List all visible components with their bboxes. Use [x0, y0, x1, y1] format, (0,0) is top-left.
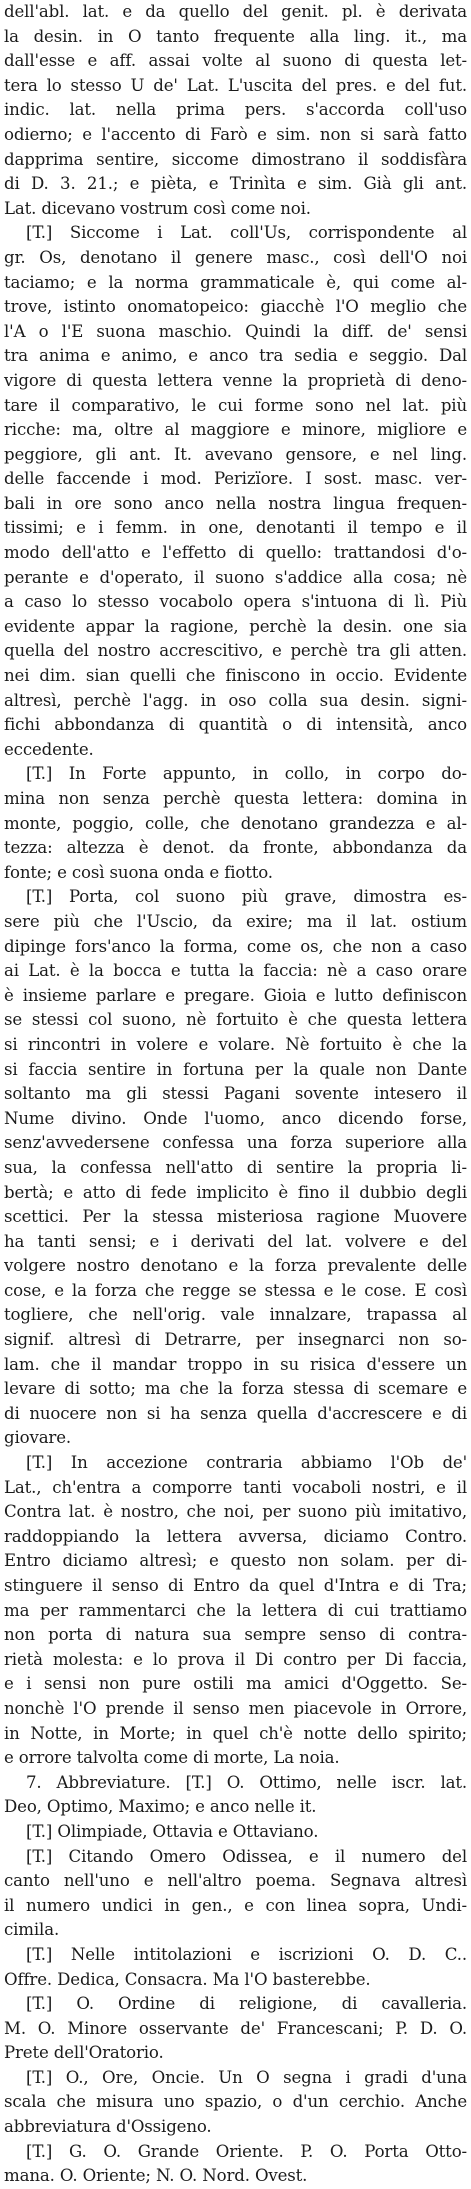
text-line: modo dell'atto e l'effetto di quello: trattandosi d'o- [4, 543, 467, 563]
text-line: tissimi; e i femm. in one, denotanti il tempo e il [4, 518, 467, 538]
text-line: cose, e la forza che regge se stessa e le cose. E così [4, 1280, 467, 1300]
text-line: la desin. in O tanto frequente alla ling. it., ma [4, 26, 467, 46]
text-line: [T.] In Forte appunto, in collo, in corpo do- [26, 764, 467, 784]
text-line: taciamo; e la norma grammaticale è, qui come al- [4, 272, 467, 292]
dictionary-page [4, 0, 467, 2186]
text-line: [T.] Porta, col suono più grave, dimostra es- [26, 887, 467, 907]
text-line: ma per rammentarci che la lettera di cui trattiamo [4, 1600, 467, 1620]
text-line: raddoppiando la lettera avversa, diciamo Contro. [4, 1526, 467, 1546]
text-line: nonchè l'O prende il senso men piacevole in Orrore, [4, 1698, 467, 1718]
text-line: eccedente. [4, 739, 94, 759]
text-line: in Notte, in Morte; in quel ch'è notte dello spirito; [4, 1723, 467, 1743]
text-line: M. O. Minore osservante de' Francescani; P. D. O. [4, 2018, 467, 2038]
text-line: Lat. dicevano vostrum così come noi. [4, 198, 311, 218]
text-line: [T.] G. O. Grande Oriente. P. O. Porta Otto- [26, 2141, 467, 2161]
text-line: e orrore talvolta come di morte, La noia. [4, 1748, 340, 1768]
text-line: fonte; e così suona onda e fiotto. [4, 862, 273, 882]
text-line: giovare. [4, 1428, 72, 1448]
text-line: Prete dell'Oratorio. [4, 2043, 164, 2063]
text-line: dell'abl. lat. e da quello del genit. pl. è derivata [4, 2, 467, 21]
text-line: indic. lat. nella prima pers. s'accorda coll'uso [4, 100, 467, 120]
text-line: [T.] Citando Omero Odissea, e il numero del [26, 1846, 467, 1866]
text-line: evidente appar la ragione, perchè la desin. one sia [4, 616, 467, 636]
text-line: dipinge fors'anco la forma, come os, che non a caso [4, 936, 467, 956]
text-line: Entro diciamo altresì; e questo non solam. per di- [4, 1551, 467, 1571]
text-line: gr. Os, denotano il genere masc., così dell'O noi [4, 247, 467, 267]
text-line: Nume divino. Onde l'uomo, anco dicendo forse, [4, 1108, 467, 1128]
text-line: canto nell'uno e nell'altro poema. Segnava altresì [4, 1871, 467, 1891]
text-line: trove, istinto onomatopeico: giacchè l'O meglio che [4, 297, 467, 317]
text-line: [T.] Olimpiade, Ottavia e Ottaviano. [26, 1821, 319, 1841]
text-line: togliere, che nell'orig. vale innalzare, trapassa al [4, 1305, 467, 1325]
text-line: ai Lat. è la bocca e tutta la faccia: nè a caso orare [4, 961, 467, 981]
text-line: [T.] O., Ore, Oncie. Un O segna i gradi d'una [26, 2067, 467, 2087]
text-line: scala che misura uno spazio, o d'un cerchio. Anche [4, 2092, 467, 2112]
text-line: mina non senza perchè questa lettera: domina in [4, 789, 467, 808]
text-line: levare di sotto; ma che la forza stessa di scemare e [4, 1379, 467, 1399]
text-line: quella del nostro accrescitivo, e perchè tra gli atten. [4, 641, 467, 661]
text-line: ricche: ma, oltre al maggiore e minore, migliore e [4, 420, 467, 440]
text-line: [T.] Nelle intitolazioni e iscrizioni O. D. C.. [26, 1944, 467, 1964]
text-line: signif. altresì di Detrarre, per insegnarci non so- [4, 1330, 467, 1350]
text-line: altresì, perchè l'agg. in oso colla sua desin. signi- [4, 690, 467, 710]
text-line: [T.] In accezione contraria abbiamo l'Ob de' [26, 1453, 467, 1473]
text-line: Deo, Optimo, Maximo; e anco nelle it. [4, 1797, 317, 1817]
text-line: peggiore, gli ant. It. avevano gensore, e nel ling. [4, 444, 467, 464]
text-line: dall'esse e aff. assai volte al suono di questa let- [4, 51, 467, 71]
text-line: delle faccende i mod. Perizïore. I sost. masc. ver- [4, 469, 467, 489]
text-line: il numero undici in gen., e con linea sopra, Undi- [4, 1895, 467, 1915]
text-line: vigore di questa lettera venne la proprietà di deno- [4, 370, 467, 390]
text-line: a caso lo stesso vocabolo opera s'intuona di lì. Più [4, 592, 467, 612]
text-line: monte, poggio, colle, che denotano grandezza e al- [4, 813, 467, 833]
text-line: ha tanti sensi; e i derivati del lat. volvere e del [4, 1231, 467, 1251]
text-line: abbreviatura d'Ossigeno. [4, 2117, 212, 2137]
text-line: se stessi col suono, nè fortuito è che questa lettera [4, 1010, 467, 1030]
text-line: sua, la confessa nell'atto di sentire la propria li- [4, 1157, 467, 1177]
text-line: tezza: altezza è denot. da fronte, abbondanza da [4, 838, 467, 858]
text-line: Contra lat. è nostro, che noi, per suono più imitativo, [4, 1502, 467, 1522]
text-line: tra anima e animo, e anco tra sedia e seggio. Dal [4, 346, 467, 366]
text-line: fichi abbondanza di quantità o di intensità, anco [4, 715, 467, 735]
text-line: [T.] Siccome i Lat. coll'Us, corrispondente al [26, 223, 467, 243]
text-line: di D. 3. 21.; e pièta, e Trinìta e sim. Già gli ant. [4, 174, 467, 194]
text-line: scettici. Per la stessa misteriosa ragione Muovere [4, 1207, 467, 1227]
text-line: tare il comparativo, le cui forme sono nel lat. più [4, 395, 467, 415]
text-line: si faccia sentire in fortuna per la quale non Dante [4, 1059, 467, 1079]
text-line: lam. che il mandar troppo in su risica d'essere un [4, 1354, 467, 1374]
text-line: bali in ore sono anco nella nostra lingua frequen- [4, 493, 467, 513]
text-line: Lat., ch'entra a comporre tanti vocaboli nostri, e il [4, 1477, 467, 1497]
text-line: cimila. [4, 1920, 60, 1940]
text-line: tera lo stesso U de' Lat. L'uscita del pres. e del fut. [4, 75, 467, 95]
text-line: bertà; e atto di fede implicito è fino il dubbio degli [4, 1182, 467, 1202]
text-line: di nuocere non si ha senza quella d'accrescere e di [4, 1403, 467, 1423]
text-line: rietà molesta: e lo prova il Di contro per Di faccia, [4, 1649, 467, 1669]
text-line: sere più che l'Uscio, da exire; ma il lat. ostium [4, 911, 467, 931]
text-line: soltanto ma gli stessi Pagani sovente intesero il [4, 1084, 467, 1104]
text-line: l'A o l'E suona maschio. Quindi la diff. de' sensi [4, 321, 467, 341]
text-line: non porta di natura sua sempre senso di contra- [4, 1625, 467, 1645]
text-line: senz'avvedersene confessa una forza superiore alla [4, 1133, 467, 1153]
text-line: si rincontri in volere e volare. Nè fortuito è che la [4, 1034, 467, 1054]
text-line: nei dim. sian quelli che finiscono in occio. Evidente [4, 666, 467, 686]
text-line: 7. Abbreviature. [T.] O. Ottimo, nelle iscr. lat. [26, 1772, 467, 1792]
text-line: e i sensi non pure ostili ma amici d'Oggetto. Se- [4, 1674, 467, 1694]
text-line: mana. O. Oriente; N. O. Nord. Ovest. [4, 2166, 308, 2186]
text-line: odierno; e l'accento di Farò e sim. non si sarà fatto [4, 124, 467, 144]
text-line: Offre. Dedica, Consacra. Ma l'O basterebbe. [4, 1969, 371, 1989]
text-line: volgere nostro denotano e la forza prevalente delle [4, 1256, 467, 1276]
text-line: dapprima sentire, siccome dimostrano il soddisfàra [4, 149, 467, 169]
text-line: è insieme parlare e pregare. Gioia e lutto definiscon [4, 985, 467, 1005]
text-line: perante e d'operato, il suono s'addice alla cosa; nè [4, 567, 467, 587]
text-line: [T.] O. Ordine di religione, di cavalleria. [26, 1994, 467, 2014]
text-line: stinguere il senso di Entro da quel d'Intra e di Tra; [4, 1576, 467, 1595]
